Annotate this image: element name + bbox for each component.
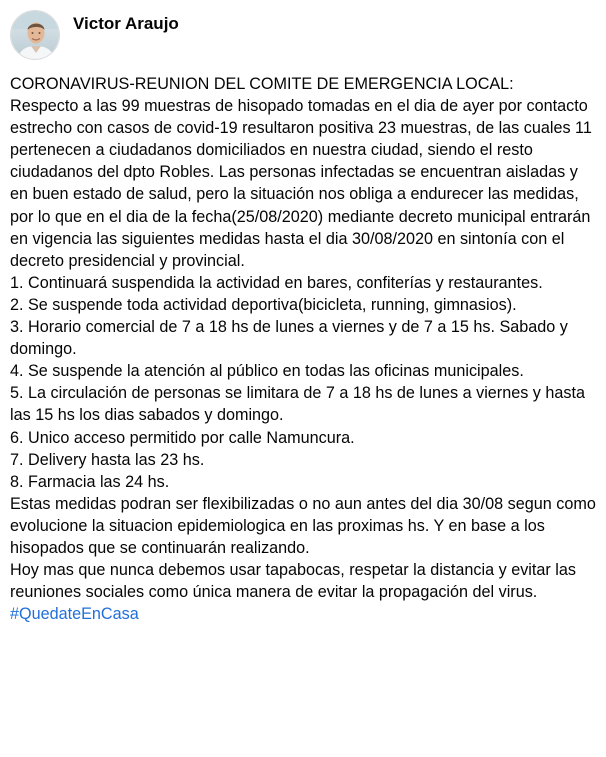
post-paragraph-closing: Hoy mas que nunca debemos usar tapabocas, respetar la distancia y evitar las reuniones sociales como única manera de evitar la propagación del virus. [10,561,576,602]
post-measure-7: 7. Delivery hasta las 23 hs. [10,450,205,469]
post-hashtag-line [10,603,600,625]
post-paragraph-title: CORONAVIRUS-REUNION DEL COMITE DE EMERGENCIA LOCAL: [10,75,514,93]
post-measure-8: 8. Farmacia las 24 hs. [10,472,170,491]
author-name[interactable]: Victor Araujo [73,14,179,33]
author-avatar[interactable] [10,10,60,60]
post-measure-5: 5. La circulación de personas se limitara de 7 a 18 hs de lunes a viernes y hasta las 15 hs los dias sabados y domingo. [10,384,585,425]
post-measure-3: 3. Horario comercial de 7 a 18 hs de lunes a viernes y de 7 a 15 hs. Sabado y domingo. [10,318,568,359]
post-measure-6: 6. Unico acceso permitido por calle Namuncura. [10,428,355,447]
post-paragraph-flexibility: Estas medidas podran ser flexibilizadas o no aun antes del dia 30/08 segun como evolucione la situacion epidemiologica en las proximas hs. Y en base a los hisopados que se continuarán realizando. [10,494,596,557]
post-body [10,73,600,625]
post-measure-4: 4. Se suspende la atención al público en todas las oficinas municipales. [10,362,524,381]
hashtag-link[interactable]: #QuedateEnCasa [10,605,139,624]
post-measure-1: 1. Continuará suspendida la actividad en bares, confiterías y restaurantes. [10,273,543,292]
post-paragraph-intro: Respecto a las 99 muestras de hisopado tomadas en el dia de ayer por contacto estrecho con casos de covid-19 resultaron positiva 23 muestras, de las cuales 11 pertenecen a ciudadanos domiciliados en nuestra ciudad, siendo el resto ciudadanos del dpto Robles. Las personas infectadas se encuentran aisladas y en buen estado de salud, pero la situación nos obliga a endurecer las medidas, por lo que en el dia de la fecha(25/08/2020) mediante decreto municipal entrarán en vigencia las siguientes medidas hasta el dia 30/08/2020 en sintonía con el decreto presidencial y provincial. [10,97,592,270]
profile-photo-icon [11,11,60,60]
post-measure-2: 2. Se suspende toda actividad deportiva(bicicleta, running, gimnasios). [10,295,517,314]
post-header [10,10,179,62]
